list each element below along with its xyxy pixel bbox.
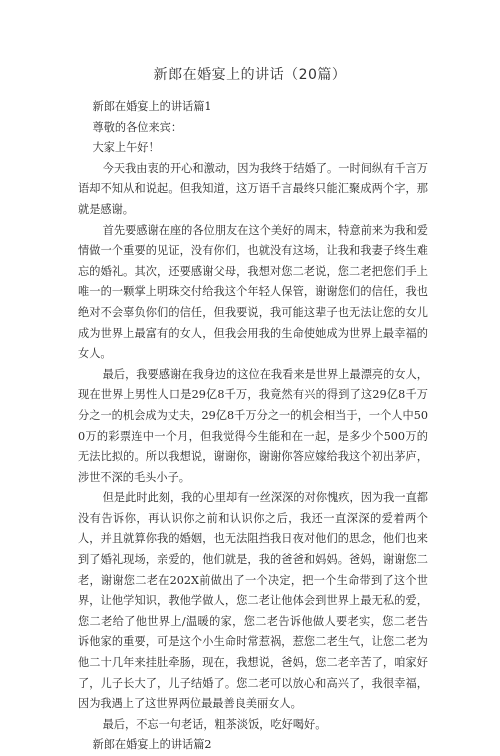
document-title: 新郎在婚宴上的讲话（20篇） bbox=[153, 67, 347, 83]
section-heading: 新郎在婚宴上的讲话篇2 bbox=[92, 738, 212, 752]
body-paragraph: 首先要感谢在座的各位朋友在这个美好的周末，特意前来为我和爱情做一个重要的见证，没有你们，也就没有这场，让我和我妻子终生难忘的婚礼。其次，还要感谢父母，我想对您二老说，您二老把您们手上唯一的一颗掌上明珠交付给我这个年轻人保管，谢谢您们的信任，我也绝对不会辜负你们的信任，但我要说，我可能这辈子也无法让您的女儿成为世界上最富有的女人，但我会用我的生命使她成为世界上最幸福的女人。 bbox=[78, 223, 428, 361]
body-paragraph: 但是此时此刻，我的心里却有一丝深深的对你愧疚，因为我一直都没有告诉你，再认识你之前和认识你之后，我还一直深深的爱着两个人，并且就算你我的婚姻，也无法阻挡我日夜对他们的思念，他们也来到了婚礼现场，亲爱的，他们就是，我的爸爸和妈妈。爸妈，谢谢您二老，谢谢您二老在202X前做出了一个决定，把一个生命带到了这个世界，让他学知识，教他学做人，您二老让他体会到世界上最无私的爱，您二老给了他世界上/温暖的家，您二老告诉他做人要老实，您二老告诉他家的重要，可是这个小生命时常惹祸，惹您二老生气，让您二老为他二十几年来挂肚牵肠，现在，我想说，爸妈，您二老辛苦了，咱家好了，儿子长大了，儿子结婚了。您二老可以放心和高兴了，我很幸福，因为我遇上了这世界两位最最善良美丽女人。 bbox=[78, 491, 428, 711]
body-paragraph: 最后，我要感谢在我身边的这位在我看来是世界上最漂亮的女人，现在世界上男性人口是29亿8千万，我竟然有兴的得到了这29亿8千万分之一的机会成为丈夫，29亿8千万分之一的机会相当于，一个人中500万的彩票连中一个月，但我觉得今生能和在一起，是多少个500万的无法比拟的。所以我想说，谢谢你，谢谢你答应嫁给我这个初出茅庐，涉世不深的毛头小子。 bbox=[78, 367, 428, 484]
body-paragraph: 最后，不忘一句老话，粗茶淡饭，吃好喝好。 bbox=[102, 717, 327, 731]
body-paragraph: 今天我由衷的开心和激动，因为我终于结婚了。一时间纵有千言万语却不知从和说起。但我知道，这万语千言最终只能汇聚成两个字，那就是感谢。 bbox=[78, 161, 428, 216]
section-heading: 新郎在婚宴上的讲话篇1 bbox=[92, 100, 212, 113]
salutation: 尊敬的各位来宾： bbox=[92, 120, 183, 134]
document-body bbox=[78, 97, 428, 756]
greeting: 大家上午好！ bbox=[92, 141, 160, 155]
